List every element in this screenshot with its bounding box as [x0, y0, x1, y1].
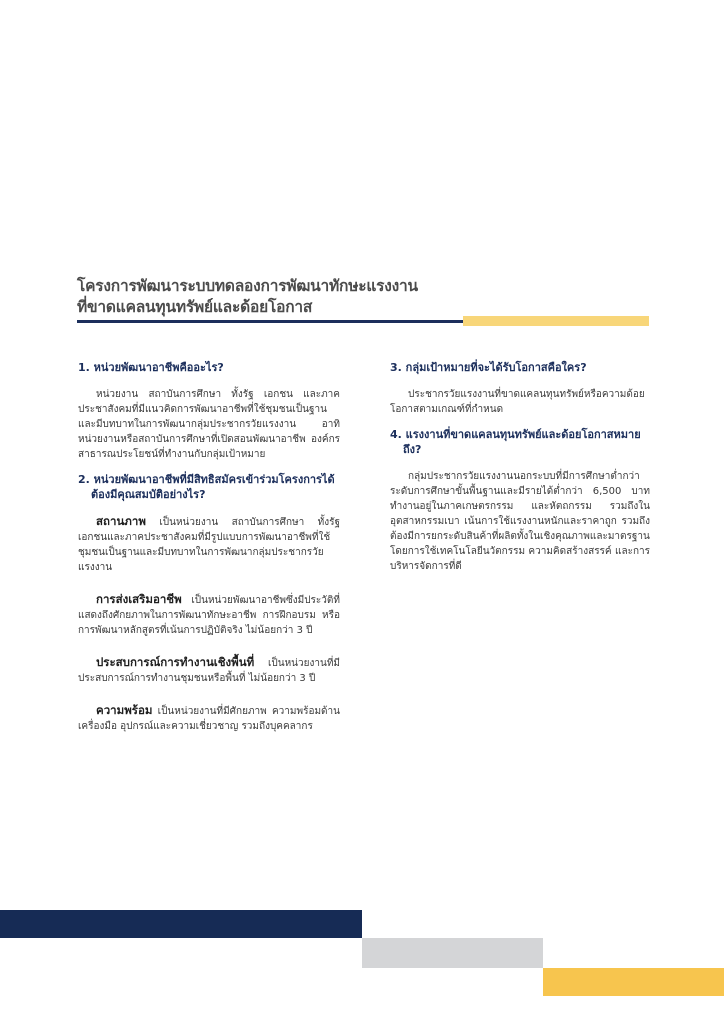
qualification-text: เป็นหน่วยงานที่มีประสบการณ์การทำงานชุมชนหรือพื้นที่ ไม่น้อยกว่า 3 ปี: [78, 658, 340, 684]
qualification-item: [78, 514, 340, 575]
qualification-text: เป็นหน่วยพัฒนาอาชีพซึ่งมีประวัติที่แสดงถึงศักยภาพในการพัฒนาทักษะอาชีพ การฝึกอบรม หรือการพัฒนาหลักสูตรที่เน้นการปฏิบัติจริง ไม่น้อยกว่า 3 ปี: [78, 595, 340, 636]
section-3: [390, 360, 650, 417]
qualification-item: [78, 592, 340, 638]
title-underline-navy: [77, 320, 463, 323]
section-4: [390, 427, 650, 574]
title-line-2: ที่ขาดแคลนทุนทรัพย์และด้อยโอกาส: [77, 298, 313, 316]
title-line-1: โครงการพัฒนาระบบทดลองการพัฒนาทักษะแรงงาน: [77, 277, 418, 295]
page-title: [77, 276, 637, 318]
section-2: [78, 472, 340, 734]
right-column: [390, 360, 650, 584]
footer-bar-yellow: [543, 968, 724, 996]
qualification-lead: ความพร้อม: [96, 703, 153, 717]
left-column: [78, 360, 340, 751]
section-1-body: หน่วยงาน สถาบันการศึกษา ทั้งรัฐ เอกชน และภาคประชาสังคมที่มีแนวคิดการพัฒนาอาชีพที่ใช้ชุมชนเป็นฐานและมีบทบาทในการพัฒนากลุ่มประชากรวัยแรงงาน อาทิ หน่วยงานหรือสถาบันการศึกษาที่เปิดสอนพัฒนาอาชีพ องค์กรสาธารณประโยชน์ที่ทำงานกับกลุ่มเป้าหมาย: [78, 389, 340, 460]
qualification-text: เป็นหน่วยงานที่มีศักยภาพ ความพร้อมด้านเครื่องมือ อุปกรณ์และความเชี่ยวชาญ รวมถึงบุคคลากร: [78, 706, 340, 732]
title-underline-yellow: [463, 316, 649, 326]
section-3-heading: 3. กลุ่มเป้าหมายที่จะได้รับโอกาสคือใคร?: [390, 361, 587, 374]
qualification-lead: ประสบการณ์การทำงานเชิงพื้นที่: [96, 655, 255, 669]
section-1-heading: 1. หน่วยพัฒนาอาชีพคืออะไร?: [78, 361, 224, 374]
qualification-item: [78, 655, 340, 686]
section-4-heading: 4. แรงงานที่ขาดแคลนทุนทรัพย์และด้อยโอกาสหมายถึง?: [390, 428, 641, 456]
section-3-body: ประชากรวัยแรงงานที่ขาดแคลนทุนทรัพย์หรือความด้อยโอกาสตามเกณฑ์ที่กำหนด: [390, 389, 645, 415]
footer-bar-navy: [0, 910, 362, 938]
section-2-heading: 2. หน่วยพัฒนาอาชีพที่มีสิทธิสมัครเข้าร่วมโครงการได้ต้องมีคุณสมบัติอย่างไร?: [78, 473, 335, 501]
section-4-body: กลุ่มประชากรวัยแรงงานนอกระบบที่มีการศึกษาต่ำกว่าระดับการศึกษาขั้นพื้นฐานและมีรายได้ต่ำกว่า 6,500 บาท ทำงานอยู่ในภาคเกษตรกรรม และหัตถกรรม รวมถึงในอุตสาหกรรมเบา เน้นการใช้แรงงานหนักและราคาถูก รวมถึงต้องมีการยกระดับสินค้าที่ผลิตทั้งในเชิงคุณภาพและมาตรฐาน โดยการใช้เทคโนโลยีนวัตกรรม ความคิดสร้างสรรค์ และการบริหารจัดการที่ดี: [390, 471, 650, 572]
footer-bar-gray: [362, 938, 543, 968]
qualification-text: เป็นหน่วยงาน สถาบันการศึกษา ทั้งรัฐ เอกชนและภาคประชาสังคมที่มีรูปแบบการพัฒนาอาชีพที่ใช้ชุมชนเป็นฐานและมีบทบาทในการพัฒนากลุ่มประชากรวัยแรงงาน: [78, 517, 340, 573]
section-1: [78, 360, 340, 462]
qualification-lead: การส่งเสริมอาชีพ: [96, 592, 182, 606]
qualification-item: [78, 703, 340, 734]
qualification-lead: สถานภาพ: [96, 514, 146, 528]
